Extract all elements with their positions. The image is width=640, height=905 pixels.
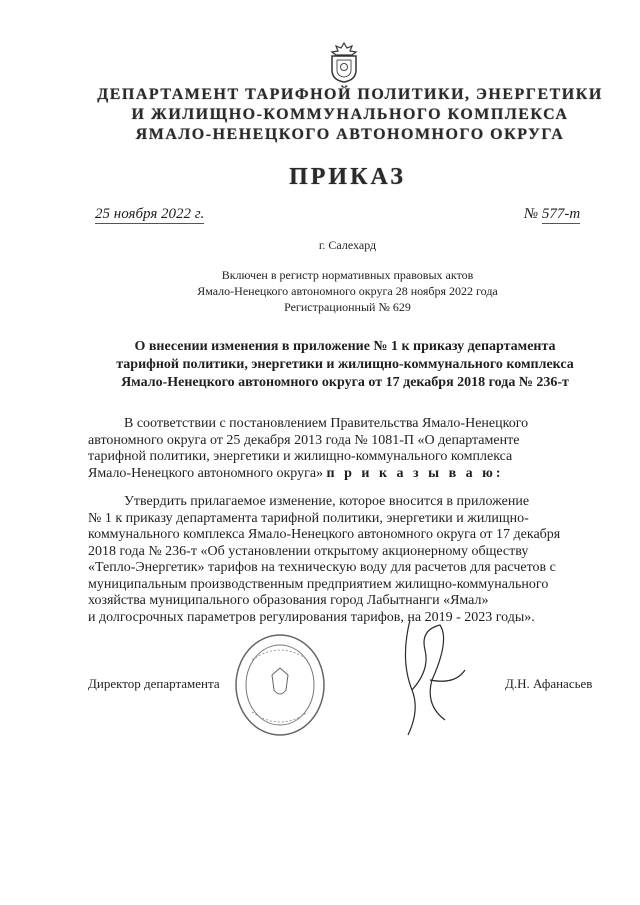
paragraph-2-line: «Тепло-Энергетик» тарифов на техническую воду для расчетов для расчетов с bbox=[88, 560, 556, 575]
paragraph-2-line: № 1 к приказу департамента тарифной политики, энергетики и жилищно- bbox=[88, 510, 529, 526]
official-seal-stamp bbox=[232, 630, 328, 740]
decree-word: п р и к а з ы в а ю: bbox=[326, 465, 504, 481]
order-number-value: 577-т bbox=[541, 206, 581, 222]
subject-line-1: О внесении изменения в приложение № 1 к приказу департамента bbox=[134, 339, 556, 354]
paragraph-1-last-line: Ямало-Ненецкого автономного округа» п р и к а з ы в а ю: bbox=[88, 465, 504, 481]
order-number-label: № bbox=[524, 206, 539, 222]
order-date: 25 ноября 2022 г. bbox=[95, 206, 205, 222]
paragraph-2-line: Утвердить прилагаемое изменение, которое вносится в приложение bbox=[124, 494, 530, 509]
department-header-line-1: ДЕПАРТАМЕНТ ТАРИФНОЙ ПОЛИТИКИ, ЭНЕРГЕТИКИ bbox=[97, 86, 603, 103]
subject-line-2: тарифной политики, энергетики и жилищно-коммунального комплекса bbox=[116, 357, 574, 372]
paragraph-1-line: тарифной политики, энергетики и жилищно-коммунального комплекса bbox=[88, 449, 513, 464]
signatory-position: Директор департамента bbox=[88, 676, 220, 691]
department-header-line-3: ЯМАЛО-НЕНЕЦКОГО АВТОНОМНОГО ОКРУГА bbox=[135, 126, 565, 143]
registry-line-1: Включен в регистр нормативных правовых актов bbox=[221, 268, 474, 282]
paragraph-2-line: и долгосрочных параметров регулирования тарифов, на 2019 - 2023 годы». bbox=[88, 609, 535, 625]
subject-line-3: Ямало-Ненецкого автономного округа от 17 декабря 2018 года № 236-т bbox=[121, 375, 569, 390]
paragraph-2-line: муниципальным производственным предприятием жилищно-коммунального bbox=[88, 576, 549, 592]
document-title: ПРИКАЗ bbox=[289, 164, 406, 190]
department-header-line-2: И ЖИЛИЩНО-КОММУНАЛЬНОГО КОМПЛЕКСА bbox=[131, 106, 569, 123]
paragraph-2-line: коммунального комплекса Ямало-Ненецкого автономного округа от 17 декабря bbox=[88, 527, 561, 542]
paragraph-2-line: хозяйства муниципального образования город Лабытнанги «Ямал» bbox=[88, 593, 489, 608]
registry-line-3: Регистрационный № 629 bbox=[284, 300, 411, 314]
coat-of-arms-emblem bbox=[326, 40, 362, 84]
city-label: г. Салехард bbox=[318, 238, 377, 252]
order-number bbox=[524, 206, 580, 224]
paragraph-1-line: автономного округа от 25 декабря 2013 года № 1081-П «О департаменте bbox=[88, 432, 520, 448]
paragraph-2-line: 2018 года № 236-т «Об установлении открытому акционерному обществу bbox=[88, 543, 529, 559]
body-paragraph-1 bbox=[88, 416, 616, 482]
body-paragraph-2 bbox=[88, 494, 616, 626]
signatory-name: Д.Н. Афанасьев bbox=[505, 676, 593, 691]
handwritten-signature bbox=[370, 610, 480, 750]
paragraph-1-line: В соответствии с постановлением Правительства Ямало-Ненецкого bbox=[124, 416, 529, 431]
registry-line-2: Ямало-Ненецкого автономного округа 28 ноября 2022 года bbox=[197, 284, 498, 298]
